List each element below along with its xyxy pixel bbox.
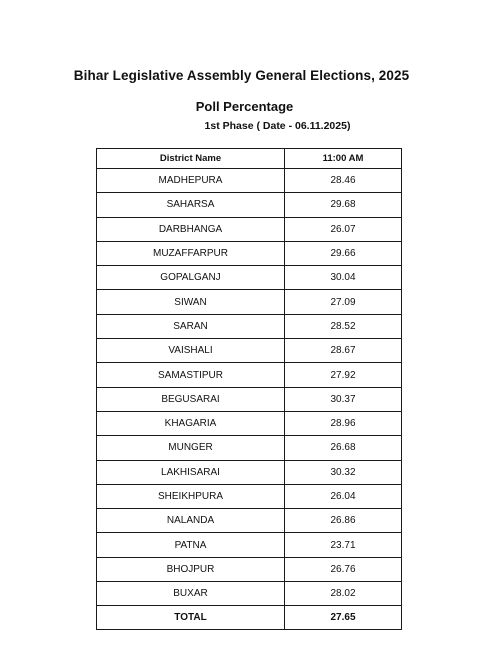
district-name-cell: MUZAFFARPUR xyxy=(97,241,285,265)
table-row xyxy=(97,363,402,387)
table-row xyxy=(97,314,402,338)
poll-percentage-cell: 27.09 xyxy=(285,290,402,314)
district-name-cell: GOPALGANJ xyxy=(97,266,285,290)
table-row xyxy=(97,582,402,606)
table-row xyxy=(97,411,402,435)
district-name-cell: BEGUSARAI xyxy=(97,387,285,411)
table-row xyxy=(97,290,402,314)
district-name-cell: SAHARSA xyxy=(97,193,285,217)
poll-percentage-cell: 27.92 xyxy=(285,363,402,387)
table-row xyxy=(97,484,402,508)
table-row xyxy=(97,339,402,363)
poll-percentage-cell: 28.46 xyxy=(285,169,402,193)
total-row xyxy=(97,606,402,630)
phase-label: 1st Phase ( Date - 06.11.2025) xyxy=(204,120,351,132)
table-row xyxy=(97,193,402,217)
time-header: 11:00 AM xyxy=(285,149,402,169)
district-name-cell: MUNGER xyxy=(97,436,285,460)
poll-percentage-cell: 28.67 xyxy=(285,339,402,363)
district-name-cell: BUXAR xyxy=(97,582,285,606)
district-name-cell: SHEIKHPURA xyxy=(97,484,285,508)
district-name-cell: DARBHANGA xyxy=(97,217,285,241)
district-name-cell: SIWAN xyxy=(97,290,285,314)
district-name-cell: PATNA xyxy=(97,533,285,557)
table-row xyxy=(97,387,402,411)
table-row xyxy=(97,266,402,290)
poll-percentage-cell: 28.96 xyxy=(285,411,402,435)
total-label: TOTAL xyxy=(97,606,285,630)
poll-percentage-cell: 23.71 xyxy=(285,533,402,557)
table-row xyxy=(97,217,402,241)
document-title: Bihar Legislative Assembly General Elections, 2025 xyxy=(73,68,410,83)
poll-percentage-cell: 26.07 xyxy=(285,217,402,241)
district-name-cell: KHAGARIA xyxy=(97,411,285,435)
district-name-cell: BHOJPUR xyxy=(97,557,285,581)
table-row xyxy=(97,460,402,484)
table-row xyxy=(97,241,402,265)
poll-percentage-cell: 26.86 xyxy=(285,509,402,533)
district-name-cell: SARAN xyxy=(97,314,285,338)
district-name-cell: NALANDA xyxy=(97,509,285,533)
table-body xyxy=(97,169,402,630)
district-name-cell: MADHEPURA xyxy=(97,169,285,193)
poll-percentage-cell: 30.37 xyxy=(285,387,402,411)
poll-percentage-cell: 30.32 xyxy=(285,460,402,484)
table-row xyxy=(97,436,402,460)
poll-percentage-table xyxy=(96,148,402,630)
district-name-cell: VAISHALI xyxy=(97,339,285,363)
district-name-cell: LAKHISARAI xyxy=(97,460,285,484)
poll-percentage-cell: 26.04 xyxy=(285,484,402,508)
district-name-header: District Name xyxy=(97,149,285,169)
table-row xyxy=(97,169,402,193)
table-row xyxy=(97,509,402,533)
district-name-cell: SAMASTIPUR xyxy=(97,363,285,387)
poll-percentage-cell: 28.02 xyxy=(285,582,402,606)
poll-percentage-cell: 30.04 xyxy=(285,266,402,290)
document-subtitle: Poll Percentage xyxy=(195,99,294,114)
table-header xyxy=(97,149,402,169)
poll-percentage-cell: 28.52 xyxy=(285,314,402,338)
table-row xyxy=(97,533,402,557)
poll-percentage-cell: 26.68 xyxy=(285,436,402,460)
poll-percentage-cell: 29.66 xyxy=(285,241,402,265)
table-row xyxy=(97,557,402,581)
poll-percentage-cell: 26.76 xyxy=(285,557,402,581)
poll-percentage-cell: 29.68 xyxy=(285,193,402,217)
header-row xyxy=(97,149,402,169)
total-value: 27.65 xyxy=(285,606,402,630)
